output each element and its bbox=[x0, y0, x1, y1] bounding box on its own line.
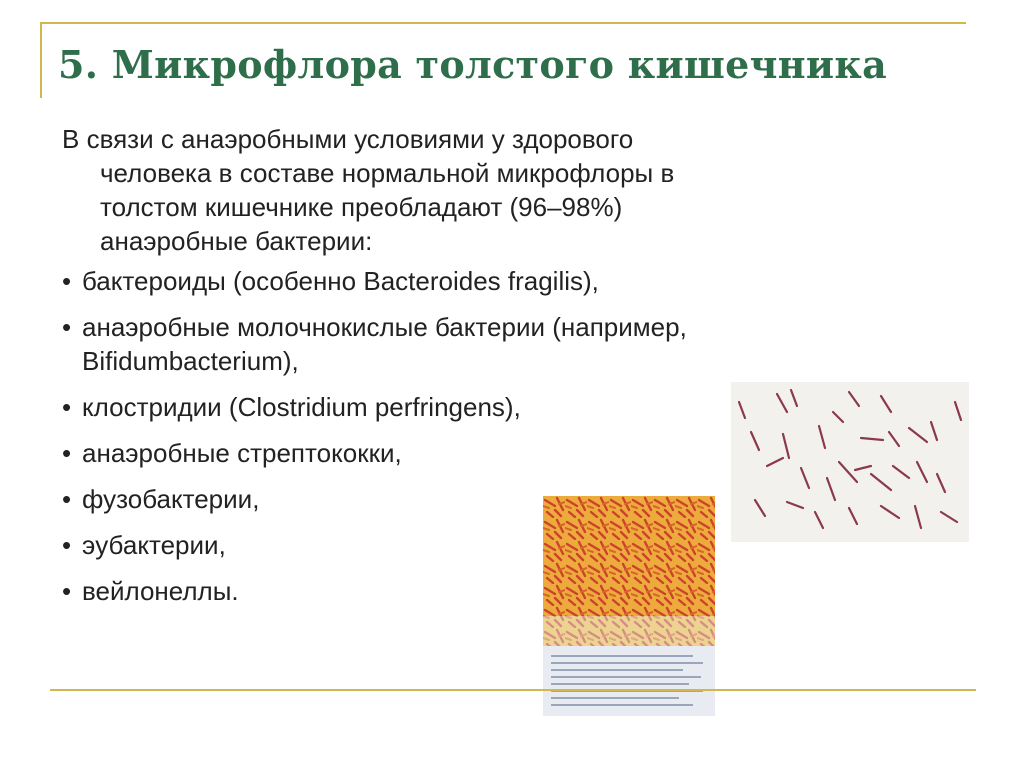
bullet-marker: • bbox=[62, 576, 72, 606]
list-item-text: анаэробные молочнокислые бактерии (например, Bifidumbacterium), bbox=[82, 312, 687, 376]
bullet-marker: • bbox=[62, 266, 72, 296]
bullet-marker: • bbox=[62, 484, 72, 514]
list-item-text: фузобактерии, bbox=[82, 484, 260, 514]
frame-left-line bbox=[40, 22, 42, 98]
list-item bbox=[62, 574, 922, 608]
list-item-text: вейлонеллы. bbox=[82, 576, 239, 606]
bullet-marker: • bbox=[62, 438, 72, 468]
bullet-marker: • bbox=[62, 530, 72, 560]
list-item bbox=[62, 310, 922, 378]
rod-bacteria-micrograph bbox=[731, 382, 969, 542]
stained-culture-micrograph bbox=[543, 496, 715, 716]
list-item-text: клостридии (Clostridium perfringens), bbox=[82, 392, 521, 422]
slide-body bbox=[62, 122, 922, 620]
stained-culture-drawing bbox=[543, 496, 715, 716]
bullet-marker: • bbox=[62, 392, 72, 422]
frame-bottom-line bbox=[50, 689, 976, 691]
list-item-text: анаэробные стрептококки, bbox=[82, 438, 402, 468]
slide-title: 5. Микрофлора толстого кишечника bbox=[58, 42, 888, 87]
rod-bacteria-drawing bbox=[731, 382, 969, 542]
list-item-text: бактероиды (особенно Bacteroides fragilis), bbox=[82, 266, 599, 296]
list-item-text: эубактерии, bbox=[82, 530, 226, 560]
bullet-marker: • bbox=[62, 312, 72, 342]
list-item bbox=[62, 264, 922, 298]
frame-top-line bbox=[40, 22, 966, 24]
intro-paragraph: В связи с анаэробными условиями у здорового человека в составе нормальной микрофлоры в толстом кишечнике преобладают (96–98%) анаэробные бактерии: bbox=[62, 124, 675, 256]
